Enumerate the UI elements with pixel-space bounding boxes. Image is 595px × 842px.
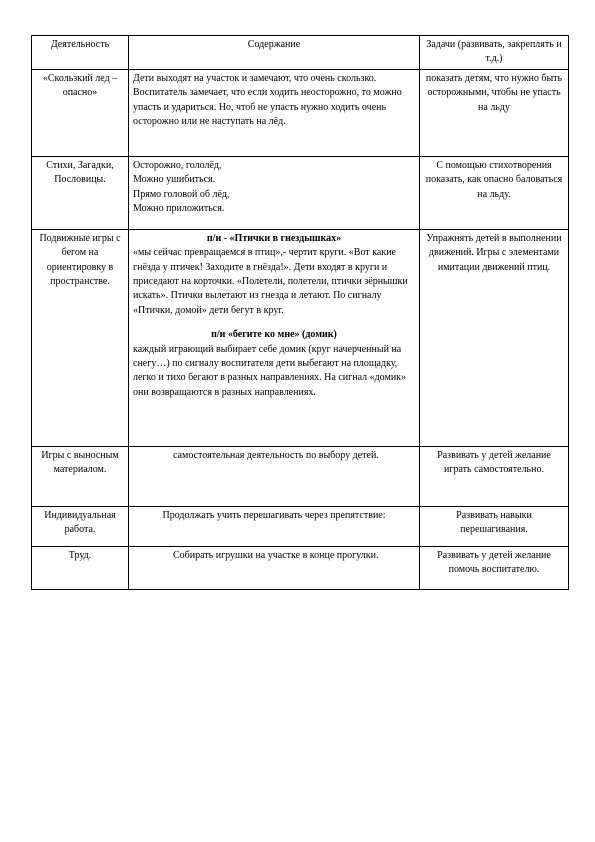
content-cell: самостоятельная деятельность по выбору детей. — [129, 446, 420, 506]
activity-cell: Игры с выносным материалом. — [32, 446, 129, 506]
header-content: Содержание — [129, 36, 420, 70]
table-row — [32, 156, 569, 229]
poem-line: Можно приложиться. — [133, 203, 225, 215]
tasks-cell: Развивать у детей желание играть самостоятельно. — [420, 446, 569, 506]
table-row — [32, 546, 569, 589]
activity-cell: Подвижные игры с бегом на ориентировку в пространстве. — [32, 229, 129, 446]
plan-table — [31, 35, 569, 590]
content-cell — [129, 229, 420, 446]
header-tasks: Задачи (развивать, закреплять и т.д.) — [420, 36, 569, 70]
game-description: «мы сейчас превращаемся в птиц»,- чертит круги. «Вот какие гнёзда у птичек! Заходите в гнёзда!». Дети входят в круги и приседают на корточки. «Полетели, полетели, птички зёрнышки искать». Птички вылетают из гнезда и летают. По сигналу «Птички, домой» дети бегут в круг. — [133, 247, 408, 316]
poem-line: Осторожно, гололёд, — [133, 159, 222, 171]
tasks-cell: Упражнять детей в выполнении движений. Игры с элементами имитации движений птиц. — [420, 229, 569, 446]
tasks-cell: Развивать у детей желание помочь воспитателю. — [420, 546, 569, 589]
table-header-row — [32, 36, 569, 70]
activity-cell: Стихи, Загадки, Пословицы. — [32, 156, 129, 229]
poem-line: Можно ушибиться. — [133, 174, 216, 186]
content-cell: Продолжать учить перешагивать через препятствие: — [129, 506, 420, 546]
poem-line: Прямо головой об лёд, — [133, 188, 230, 200]
header-activity: Деятельность — [32, 36, 129, 70]
content-cell: Дети выходят на участок и замечают, что очень скользко. Воспитатель замечает, что если ходить неосторожно, то можно упасть и удариться. Но, чтоб не упасть нужно ходить очень осторожно или не наступать на лёд. — [129, 69, 420, 156]
table-row — [32, 506, 569, 546]
game-title: п/и «бегите ко мне» (домик) — [211, 329, 337, 341]
activity-cell: Труд. — [32, 546, 129, 589]
tasks-cell: Развивать навыки перешагивания. — [420, 506, 569, 546]
table-row — [32, 69, 569, 156]
activity-cell: «Скользкий лед – опасно» — [32, 69, 129, 156]
table-row — [32, 229, 569, 446]
content-cell: Собирать игрушки на участке в конце прогулки. — [129, 546, 420, 589]
game-title: п/и - «Птички в гнездышках» — [206, 232, 342, 244]
activity-cell: Индивидуальная работа. — [32, 506, 129, 546]
table-row — [32, 446, 569, 506]
tasks-cell: С помощью стихотворения показать, как опасно баловаться на льду. — [420, 156, 569, 229]
tasks-cell: показать детям, что нужно быть осторожными, чтобы не упасть на льду — [420, 69, 569, 156]
content-cell — [129, 156, 420, 229]
game-description: каждый играющий выбирает себе домик (круг начерченный на снегу…) по сигналу воспитателя дети выбегают на площадку, легко и тихо бегают в разных направлениях. На сигнал «домик» они возвращаются в разных направлениях. — [133, 343, 407, 398]
